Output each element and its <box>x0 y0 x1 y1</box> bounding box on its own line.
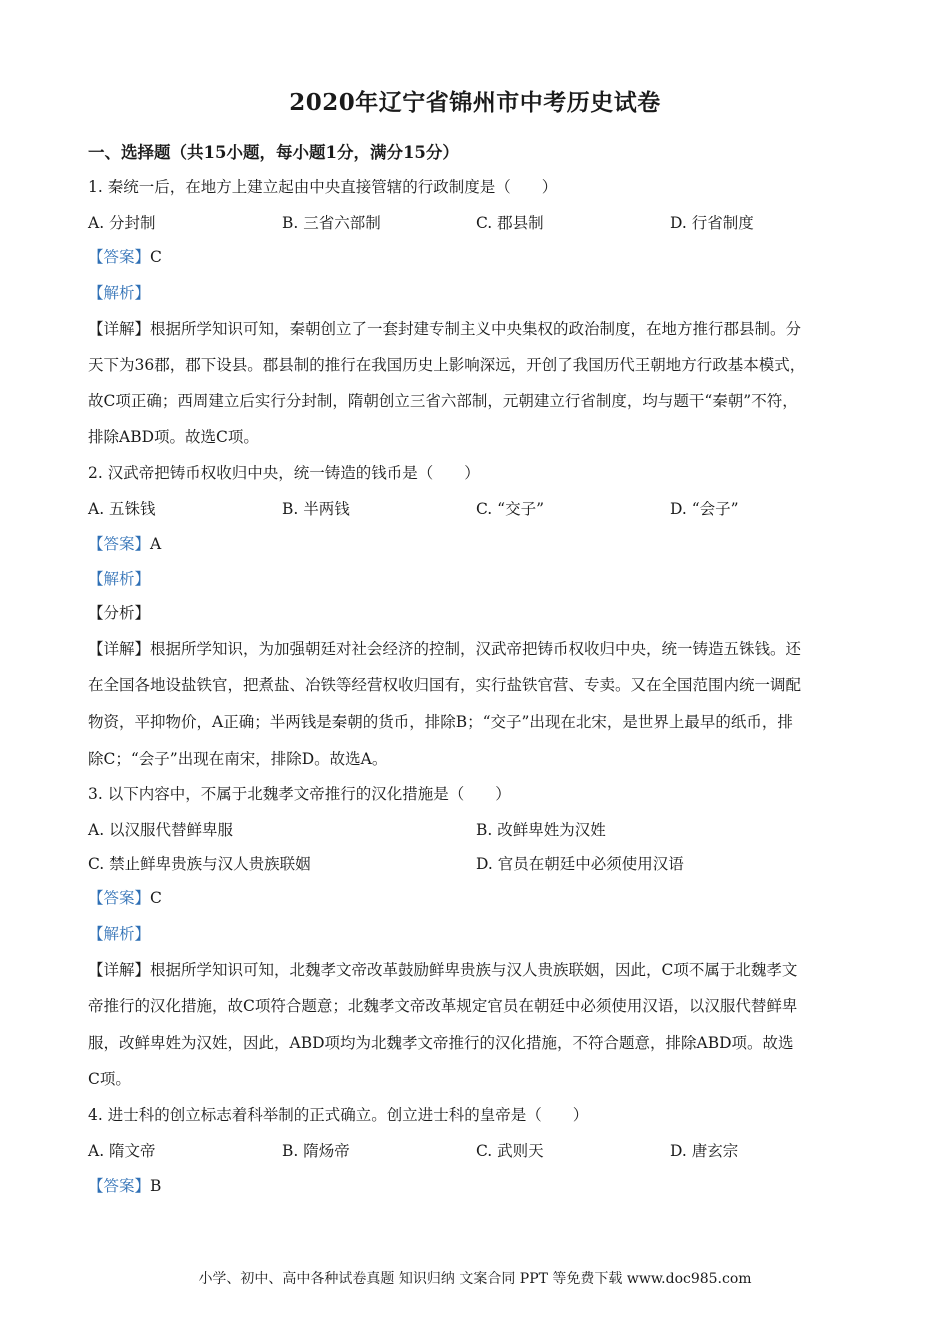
answer-value: B <box>150 1177 162 1195</box>
question-2-detail-line <box>88 638 801 660</box>
answer-value: A <box>150 535 162 553</box>
question-3-detail-line: C项。 <box>88 1070 131 1088</box>
detail-tag: 【详解】 <box>88 320 151 338</box>
question-2-fenxi-tag: 【分析】 <box>88 604 151 622</box>
question-3-detail-line: 服，改鲜卑姓为汉姓，因此，ABD项均为北魏孝文帝推行的汉化措施，不符合题意，排除ABD项。故选 <box>88 1034 794 1052</box>
question-3-detail-line: 帝推行的汉化措施，故C项符合题意；北魏孝文帝改革规定官员在朝廷中必须使用汉语，以汉服代替鲜卑 <box>88 997 798 1015</box>
question-2-detail-line: 物资，平抑物价，A正确；半两钱是秦朝的货币，排除B；“交子”出现在北宋，是世界上最早的纸币，排 <box>88 713 793 731</box>
page-title: 2020年辽宁省锦州市中考历史试卷 <box>289 89 661 116</box>
question-4-option-b: B. 隋炀帝 <box>282 1142 350 1160</box>
detail-text: 根据所学知识可知，秦朝创立了一套封建专制主义中央集权的政治制度，在地方推行郡县制。分 <box>150 320 802 338</box>
question-1-detail-line <box>88 318 801 340</box>
question-2-answer <box>88 533 161 555</box>
question-2-option-c: C. “交子” <box>476 500 545 518</box>
question-2-analysis-tag: 【解析】 <box>88 570 151 588</box>
answer-value: C <box>150 889 162 907</box>
question-2-detail-line: 除C；“会子”出现在南宋，排除D。故选A。 <box>88 750 388 768</box>
detail-text: 根据所学知识，为加强朝廷对社会经济的控制，汉武帝把铸币权收归中央，统一铸造五铢钱。还 <box>150 640 802 658</box>
question-2-detail-line: 在全国各地设盐铁官，把煮盐、冶铁等经营权收归国有，实行盐铁官营、专卖。又在全国范围内统一调配 <box>88 676 802 694</box>
question-1-option-c: C. 郡县制 <box>476 214 544 232</box>
page-footer: 小学、初中、高中各种试卷真题 知识归纳 文案合同 PPT 等免费下载 www.doc985.com <box>198 1271 752 1287</box>
answer-tag: 【答案】 <box>88 889 151 907</box>
question-1-analysis-tag: 【解析】 <box>88 284 151 302</box>
question-1-detail-line: 天下为36郡，郡下设县。郡县制的推行在我国历史上影响深远，开创了我国历代王朝地方行政基本模式， <box>88 356 806 374</box>
question-1-option-a: A. 分封制 <box>88 214 156 232</box>
question-3-option-c: C. 禁止鲜卑贵族与汉人贵族联姻 <box>88 855 311 873</box>
question-1-option-b: B. 三省六部制 <box>282 214 381 232</box>
question-4-option-d: D. 唐玄宗 <box>670 1142 739 1160</box>
question-2-option-d: D. “会子” <box>670 500 739 518</box>
question-3-answer <box>88 887 162 909</box>
question-2-stem: 2. 汉武帝把铸币权收归中央，统一铸造的钱币是（ ） <box>88 464 480 482</box>
detail-tag: 【详解】 <box>88 640 151 658</box>
question-4-stem: 4. 进士科的创立标志着科举制的正式确立。创立进士科的皇帝是（ ） <box>88 1106 589 1124</box>
question-3-detail-line <box>88 959 797 981</box>
question-1-answer <box>88 246 162 268</box>
question-3-option-d: D. 官员在朝廷中必须使用汉语 <box>476 855 684 873</box>
detail-tag: 【详解】 <box>88 961 151 979</box>
question-3-analysis-tag: 【解析】 <box>88 925 151 943</box>
question-4-option-c: C. 武则天 <box>476 1142 544 1160</box>
answer-value: C <box>150 248 162 266</box>
answer-tag: 【答案】 <box>88 535 151 553</box>
question-1-detail-line: 排除ABD项。故选C项。 <box>88 428 259 446</box>
question-4-option-a: A. 隋文帝 <box>88 1142 156 1160</box>
question-3-option-b: B. 改鲜卑姓为汉姓 <box>476 821 606 839</box>
detail-text: 根据所学知识可知，北魏孝文帝改革鼓励鲜卑贵族与汉人贵族联姻，因此，C项不属于北魏孝文 <box>150 961 798 979</box>
answer-tag: 【答案】 <box>88 1177 151 1195</box>
question-1-detail-line: 故C项正确；西周建立后实行分封制，隋朝创立三省六部制，元朝建立行省制度，均与题干“秦朝”不符， <box>88 392 798 410</box>
question-3-stem: 3. 以下内容中，不属于北魏孝文帝推行的汉化措施是（ ） <box>88 785 511 803</box>
question-2-option-b: B. 半两钱 <box>282 500 350 518</box>
section-heading: 一、选择题（共15小题，每小题1分，满分15分） <box>88 143 459 162</box>
question-1-option-d: D. 行省制度 <box>670 214 754 232</box>
answer-tag: 【答案】 <box>88 248 151 266</box>
question-1-stem: 1. 秦统一后，在地方上建立起由中央直接管辖的行政制度是（ ） <box>88 178 558 196</box>
question-3-option-a: A. 以汉服代替鲜卑服 <box>88 821 234 839</box>
question-4-answer <box>88 1175 161 1197</box>
question-2-option-a: A. 五铢钱 <box>88 500 156 518</box>
